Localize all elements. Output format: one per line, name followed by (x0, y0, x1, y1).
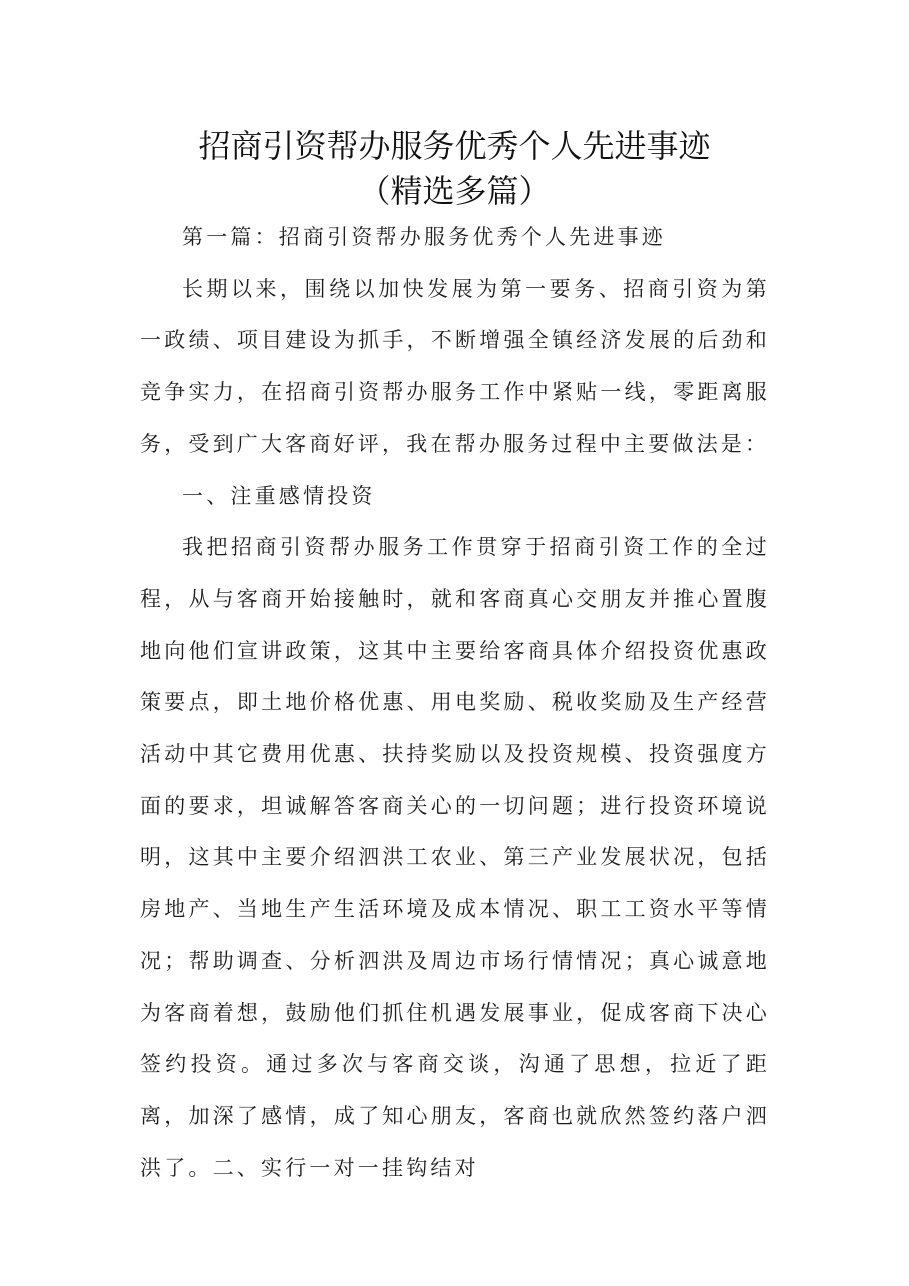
document-title: 招商引资帮办服务优秀个人先进事迹 (198, 127, 711, 165)
section-heading: 第一篇：招商引资帮办服务优秀个人先进事迹 (182, 225, 666, 249)
body-paragraph: 我把招商引资帮办服务工作贯穿于招商引资工作的全过程，从与客商开始接触时，就和客商真心交朋友并推心置腹地向他们宣讲政策，这其中主要给客商具体介绍投资优惠政策要点，即土地价格优惠、用电奖励、税收奖励及生产经营活动中其它费用优惠、扶持奖励以及投资规模、投资强度方面的要求，坦诚解答客商关心的一切问题；进行投资环境说明，这其中主要介绍泗洪工农业、第三产业发展状况，包括房地产、当地生产生活环境及成本情况、职工工资水平等情况；帮助调查、分析泗洪及周边市场行情情况；真心诚意地为客商着想，鼓励他们抓住机遇发展事业，促成客商下决心签约投资。通过多次与客商交谈，沟通了思想，拉近了距离，加深了感情，成了知心朋友，客商也就欣然签约落户泗洪了。二、实行一对一挂钩结对 (140, 535, 770, 1180)
document-title-subtitle: （精选多篇） (358, 172, 551, 210)
document-body (140, 212, 770, 1194)
subsection-heading: 一、注重感情投资 (182, 483, 376, 508)
body-paragraph: 长期以来，围绕以加快发展为第一要务、招商引资为第一政绩、项目建设为抓手，不断增强全镇经济发展的后劲和竞争实力，在招商引资帮办服务工作中紧贴一线，零距离服务，受到广大客商好评，我在帮办服务过程中主要做法是： (140, 276, 770, 456)
